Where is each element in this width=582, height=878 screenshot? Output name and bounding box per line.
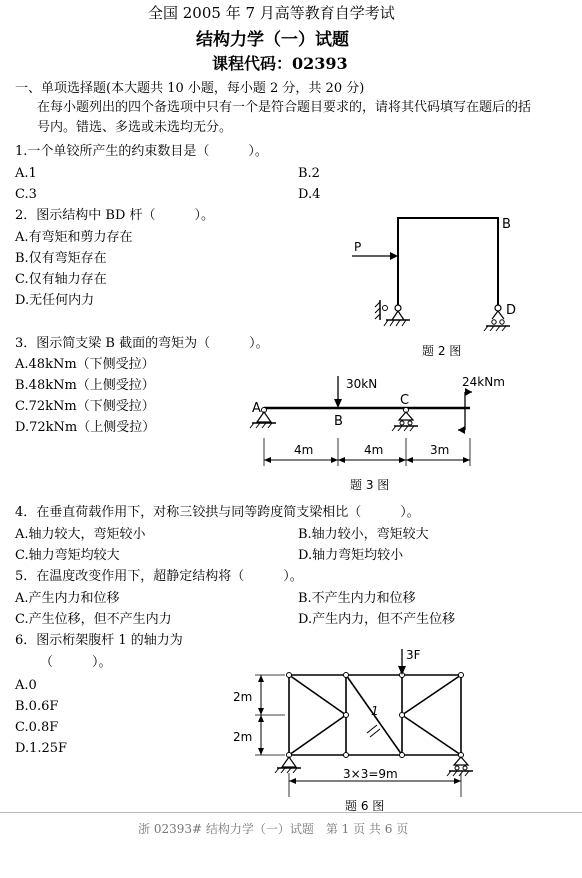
- instructions-line-2: 号内。错选、多选或未选均无分。: [37, 120, 233, 135]
- q6-option-b: B.0.6F: [15, 699, 59, 714]
- q3-option-d: D.72kNm（上侧受拉）: [15, 420, 156, 435]
- exam-heading: 全国 2005 年 7 月高等教育自学考试: [148, 4, 395, 22]
- footer-rule: [0, 812, 582, 813]
- label-b: B: [502, 217, 511, 232]
- label-b: B: [334, 414, 343, 429]
- q5-option-c: C.产生位移，但不产生内力: [15, 612, 172, 627]
- q6-stem-blank: （ ）。: [40, 655, 112, 670]
- q4-option-c: C.轴力弯矩均较大: [15, 548, 120, 563]
- q5-stem: 5．在温度改变作用下，超静定结构将（ ）。: [15, 569, 303, 584]
- dim-2: 4m: [364, 443, 384, 457]
- load-24knm: 24kNm: [462, 375, 505, 389]
- q1-stem: 1.一个单铰所产生的约束数目是（ ）。: [15, 144, 268, 159]
- dim-1: 4m: [294, 443, 314, 457]
- q2-option-b: B.仅有弯矩存在: [15, 251, 107, 266]
- label-p: P: [354, 240, 362, 254]
- height-dim-2: 2m: [233, 730, 253, 744]
- label-a: A: [252, 401, 261, 416]
- q4-option-b: B.轴力较小，弯矩较大: [298, 527, 429, 542]
- q5-option-d: D.产生内力，但不产生位移: [298, 612, 456, 627]
- instructions-line-1: 在每小题列出的四个备选项中只有一个是符合题目要求的，请将其代码填写在题后的括: [37, 100, 532, 115]
- q3-stem: 3．图示简支梁 B 截面的弯矩为（ ）。: [15, 336, 269, 351]
- figure-6-caption: 题 6 图: [345, 799, 385, 813]
- point-load-arrow: [334, 399, 342, 408]
- frame-members: [398, 218, 498, 308]
- figure-2-caption: 题 2 图: [422, 344, 462, 358]
- q2-stem: 2．图示结构中 BD 杆（ ）。: [15, 208, 215, 223]
- member-1-label: 1: [371, 704, 379, 718]
- page-footer: 浙 02393# 结构力学（一）试题 第 1 页 共 6 页: [138, 822, 409, 836]
- q4-option-d: D.轴力弯矩均较小: [298, 548, 404, 563]
- span-dim: 3×3=9m: [343, 767, 398, 781]
- q3-option-a: A.48kNm（下侧受拉）: [15, 357, 155, 372]
- q6-option-d: D.1.25F: [15, 741, 68, 756]
- q2-option-a: A.有弯矩和剪力存在: [15, 230, 133, 245]
- load-30kn: 30kN: [346, 377, 378, 391]
- figure-3-beam: [240, 368, 520, 496]
- moment-arrow: [465, 388, 472, 396]
- figure-3-caption: 题 3 图: [350, 478, 390, 492]
- q1-option-b: B.2: [298, 166, 320, 181]
- load-3f-arrow: [398, 666, 406, 675]
- figure-2-frame: [340, 210, 540, 360]
- q1-option-c: C.3: [15, 187, 37, 202]
- q1-option-d: D.4: [298, 187, 321, 202]
- q1-option-a: A.1: [15, 166, 37, 181]
- section-heading: 一、单项选择题(本大题共 10 小题，每小题 2 分，共 20 分): [15, 81, 365, 96]
- q4-stem: 4．在垂直荷载作用下，对称三铰拱与同等跨度简支梁相比（ ）。: [15, 505, 420, 520]
- q5-option-a: A.产生内力和位移: [15, 591, 120, 606]
- label-c: C: [400, 393, 410, 408]
- q2-option-c: C.仅有轴力存在: [15, 272, 107, 287]
- q2-option-d: D.无任何内力: [15, 293, 95, 308]
- load-3f: 3F: [406, 648, 421, 662]
- label-d: D: [506, 303, 517, 318]
- q6-option-c: C.0.8F: [15, 720, 59, 735]
- q6-option-a: A.0: [15, 678, 37, 693]
- dim-3: 3m: [430, 443, 450, 457]
- q4-option-a: A.轴力较大，弯矩较小: [15, 527, 146, 542]
- q3-option-b: B.48kNm（上侧受拉）: [15, 378, 155, 393]
- figure-6-truss: [225, 645, 485, 817]
- q3-option-c: C.72kNm（下侧受拉）: [15, 399, 155, 414]
- q6-stem: 6．图示桁架腹杆 1 的轴力为: [15, 633, 183, 648]
- course-code: 课程代码：02393: [212, 54, 348, 73]
- height-dim-1: 2m: [233, 690, 253, 704]
- page-title: 结构力学（一）试题: [196, 30, 349, 50]
- q5-option-b: B.不产生内力和位移: [298, 591, 416, 606]
